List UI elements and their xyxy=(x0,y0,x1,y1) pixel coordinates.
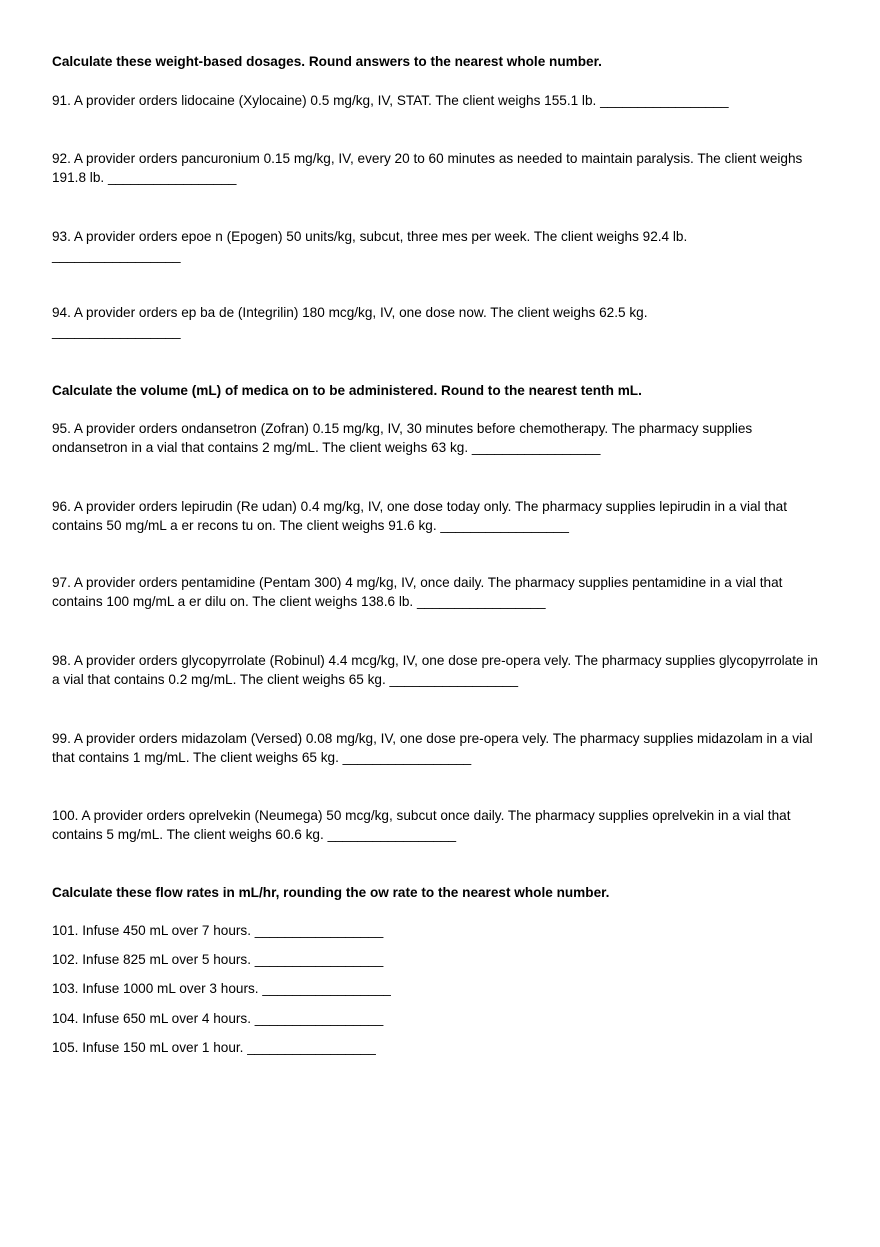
question-98 xyxy=(52,651,827,689)
question-93 xyxy=(52,227,827,265)
answer-blank: _________________ xyxy=(107,170,237,185)
question-text: 91. A provider orders lidocaine (Xylocaine) 0.5 mg/kg, IV, STAT. The client weighs 155.1 lb. xyxy=(52,93,597,108)
answer-blank: _________________ xyxy=(247,1040,376,1055)
answer-blank: _________________ xyxy=(342,750,472,765)
question-text: 97. A provider orders pentamidine (Pentam 300) 4 mg/kg, IV, once daily. The pharmacy supplies pentamidine in a vial that contains 100 mg/mL a er dilu on. The client weighs 138.6 lb. xyxy=(52,575,783,609)
section-heading-flow-rates: Calculate these flow rates in mL/hr, rounding the ow rate to the nearest whole number. xyxy=(52,885,610,900)
question-text: 92. A provider orders pancuronium 0.15 mg/kg, IV, every 20 to 60 minutes as needed to maintain paralysis. The client weighs 191.8 lb. xyxy=(52,151,803,185)
question-100 xyxy=(52,806,827,844)
question-text: 93. A provider orders epoe n (Epogen) 50 units/kg, subcut, three mes per week. The client weighs 92.4 lb. xyxy=(52,229,688,244)
answer-blank: _________________ xyxy=(254,1011,384,1026)
question-text: 94. A provider orders ep ba de (Integrilin) 180 mcg/kg, IV, one dose now. The client weighs 62.5 kg. xyxy=(52,305,648,320)
question-text: 99. A provider orders midazolam (Versed) 0.08 mg/kg, IV, one dose pre-opera vely. The pharmacy supplies midazolam in a vial that contains 1 mg/mL. The client weighs 65 kg. xyxy=(52,731,813,765)
question-95 xyxy=(52,419,827,457)
answer-blank: _________________ xyxy=(52,324,181,339)
question-text: 101. Infuse 450 mL over 7 hours. xyxy=(52,923,251,938)
question-101 xyxy=(52,921,827,940)
section-heading-weight-dosages: Calculate these weight-based dosages. Round answers to the nearest whole number. xyxy=(52,54,602,69)
question-text: 96. A provider orders lepirudin (Re udan) 0.4 mg/kg, IV, one dose today only. The pharmacy supplies lepirudin in a vial that contains 50 mg/mL a er recons tu on. The client weighs 91.6 kg. xyxy=(52,499,787,533)
section-heading-volume: Calculate the volume (mL) of medica on to be administered. Round to the nearest tenth mL. xyxy=(52,383,642,398)
answer-blank: _________________ xyxy=(254,923,384,938)
question-105 xyxy=(52,1038,827,1057)
answer-blank: _________________ xyxy=(262,981,391,996)
question-text: 104. Infuse 650 mL over 4 hours. xyxy=(52,1011,251,1026)
answer-blank: _________________ xyxy=(327,827,457,842)
question-text: 105. Infuse 150 mL over 1 hour. xyxy=(52,1040,244,1055)
answer-blank: _________________ xyxy=(440,518,569,533)
question-94 xyxy=(52,303,827,341)
question-91 xyxy=(52,91,827,110)
question-text: 100. A provider orders oprelvekin (Neumega) 50 mcg/kg, subcut once daily. The pharmacy supplies oprelvekin in a vial that contains 5 mg/mL. The client weighs 60.6 kg. xyxy=(52,808,791,842)
question-99 xyxy=(52,729,827,767)
question-text: 103. Infuse 1000 mL over 3 hours. xyxy=(52,981,259,996)
question-102 xyxy=(52,950,827,969)
answer-blank: _________________ xyxy=(600,93,729,108)
question-text: 95. A provider orders ondansetron (Zofran) 0.15 mg/kg, IV, 30 minutes before chemotherapy. The pharmacy supplies ondansetron in a vial that contains 2 mg/mL. The client weighs 63 kg. xyxy=(52,421,753,455)
question-97 xyxy=(52,573,827,611)
question-104 xyxy=(52,1009,827,1028)
question-103 xyxy=(52,979,827,998)
answer-blank: _________________ xyxy=(389,672,519,687)
answer-blank: _________________ xyxy=(471,440,601,455)
question-92 xyxy=(52,149,827,187)
answer-blank: _________________ xyxy=(254,952,384,967)
question-96 xyxy=(52,497,827,535)
answer-blank: _________________ xyxy=(52,248,181,263)
question-text: 98. A provider orders glycopyrrolate (Robinul) 4.4 mcg/kg, IV, one dose pre-opera vely. The pharmacy supplies glycopyrrolate in a vial that contains 0.2 mg/mL. The client weighs 65 kg. xyxy=(52,653,818,687)
question-text: 102. Infuse 825 mL over 5 hours. xyxy=(52,952,251,967)
answer-blank: _________________ xyxy=(416,594,546,609)
